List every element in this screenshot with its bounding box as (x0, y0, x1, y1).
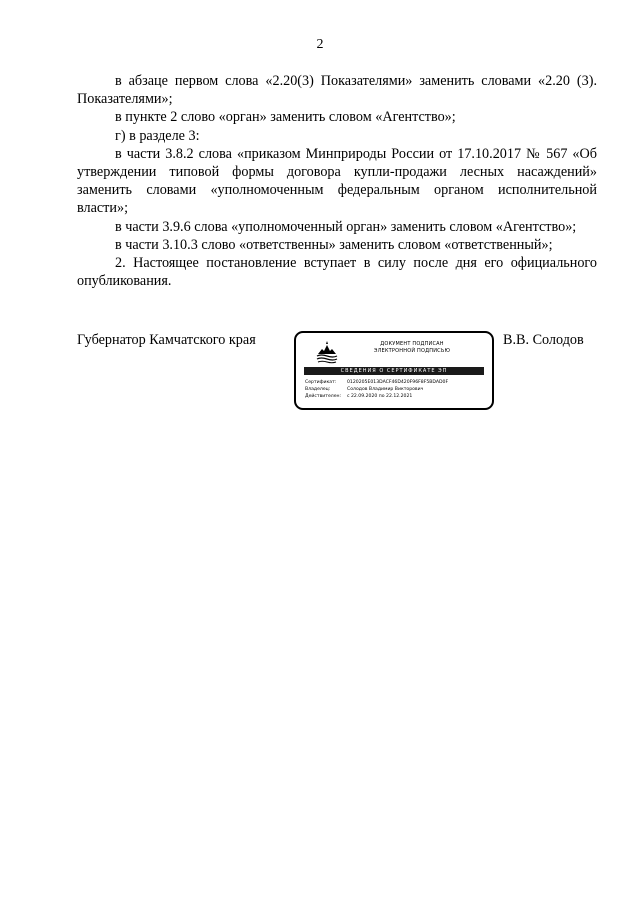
certificate-label: Сертификат: (305, 380, 337, 385)
owner-label: Владелец: (305, 387, 331, 392)
kamchatka-coat-of-arms-icon (315, 340, 339, 364)
paragraph-3: г) в разделе 3: (115, 127, 200, 144)
document-body (77, 72, 597, 290)
validity-value: с 22.09.2020 по 22.12.2021 (347, 394, 413, 399)
signatory-name: В.В. Солодов (503, 332, 584, 348)
paragraph-6: в части 3.10.3 слово «ответственны» заменить словом «ответственный»; (115, 236, 553, 253)
paragraph-1: в абзаце первом слова «2.20(3) Показателями» заменить словами «2.20 (3). Показателями»; (77, 73, 597, 108)
page-number: 2 (316, 37, 324, 52)
electronic-signature-stamp (294, 331, 494, 410)
certificate-value: 0120205E013DACF46D420F96F8F5BDAD0F (347, 380, 449, 385)
stamp-header (352, 341, 472, 355)
owner-row (305, 386, 490, 393)
paragraph-7: 2. Настоящее постановление вступает в силу после дня его официального опубликования. (77, 255, 597, 290)
validity-row (305, 393, 490, 400)
stamp-title-bar: СВЕДЕНИЯ О СЕРТИФИКАТЕ ЭП (304, 367, 484, 375)
paragraph-2: в пункте 2 слово «орган» заменить словом «Агентство»; (115, 109, 456, 126)
signatory-position: Губернатор Камчатского края (77, 332, 256, 348)
stamp-details (305, 379, 490, 400)
validity-label: Действителен: (305, 394, 342, 399)
certificate-row (305, 379, 490, 386)
stamp-header-line1: ДОКУМЕНТ ПОДПИСАН (380, 341, 444, 347)
paragraph-5: в части 3.9.6 слова «уполномоченный орган» заменить словом «Агентство»; (115, 218, 577, 235)
owner-value: Солодов Владимир Викторович (347, 387, 424, 392)
stamp-header-line2: ЭЛЕКТРОННОЙ ПОДПИСЬЮ (373, 348, 451, 354)
paragraph-4: в части 3.8.2 слова «приказом Минприроды России от 17.10.2017 № 567 «Об утверждении типовой формы договора купли-продажи лесных насаждений» заменить словами «уполномоченным федеральным органом исполнительной власти»; (77, 145, 597, 217)
